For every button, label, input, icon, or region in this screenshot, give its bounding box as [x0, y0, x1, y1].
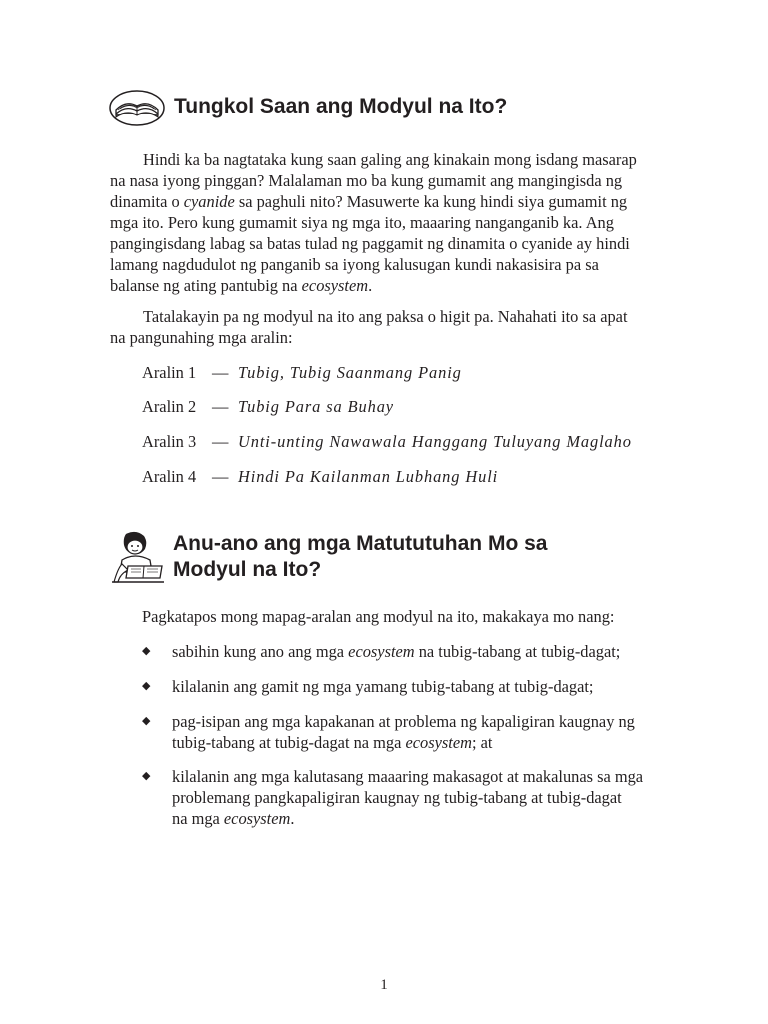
text-line: balanse ng ating pantubig na ecosystem. — [110, 276, 373, 295]
lesson-item — [142, 362, 462, 383]
lesson-number: Aralin 2 — [142, 397, 197, 416]
text-line: na mga ecosystem. — [172, 809, 295, 828]
text-line: pag-isipan ang mga kapakanan at problema ng kapaligiran kaugnay ng — [172, 712, 635, 731]
lesson-item — [142, 431, 632, 452]
text-line: kilalanin ang mga kalutasang maaaring makasagot at makalunas sa mga — [172, 767, 644, 786]
lesson-item — [142, 466, 498, 487]
lesson-title: Unti-unting Nawawala Hanggang Tuluyang Maglaho — [238, 432, 632, 451]
lesson-dash: — — [212, 467, 229, 486]
text-line: tubig-tabang at tubig-dagat na mga ecosystem; at — [172, 733, 493, 752]
section-heading-about: Tungkol Saan ang Modyul na Ito? — [174, 95, 508, 118]
objective-text — [172, 711, 677, 753]
text-line: sabihin kung ano ang mga ecosystem na tubig-tabang at tubig-dagat; — [172, 642, 621, 661]
lesson-dash: — — [212, 432, 229, 451]
objective-text — [172, 766, 677, 829]
heading-line: Anu-ano ang mga Matututuhan Mo sa — [173, 532, 548, 555]
lesson-dash: — — [212, 363, 229, 382]
lesson-title: Hindi Pa Kailanman Lubhang Huli — [238, 467, 499, 486]
diamond-bullet-icon: ◆ — [142, 770, 151, 782]
text-line: mga ito. Pero kung gumamit siya ng mga ito, maaaring nanganganib ka. Ang — [110, 213, 614, 232]
lesson-number: Aralin 1 — [142, 363, 197, 382]
intro-paragraph — [110, 149, 682, 296]
heading-line: Modyul na Ito? — [173, 558, 322, 581]
lesson-dash: — — [212, 397, 229, 416]
lesson-number: Aralin 3 — [142, 432, 197, 451]
lesson-item — [142, 396, 394, 417]
text-line: Hindi ka ba nagtataka kung saan galing ang kinakain mong isdang masarap — [143, 150, 637, 169]
text-line: kilalanin ang gamit ng mga yamang tubig-tabang at tubig-dagat; — [172, 677, 594, 696]
objectives-intro: Pagkatapos mong mapag-aralan ang modyul na ito, makakaya mo nang: — [142, 607, 615, 626]
diamond-bullet-icon: ◆ — [142, 715, 151, 727]
diamond-bullet-icon: ◆ — [142, 680, 151, 692]
text-line: dinamita o cyanide sa paghuli nito? Masuwerte ka kung hindi siya gumamit ng — [110, 192, 628, 211]
open-book-icon — [108, 88, 166, 128]
text-line: na nasa iyong pinggan? Malalaman mo ba kung gumamit ang mangingisda ng — [110, 171, 623, 190]
student-reading-icon — [108, 530, 166, 586]
diamond-bullet-icon: ◆ — [142, 645, 151, 657]
text-line: na pangunahing mga aralin: — [110, 328, 293, 347]
text-line: Tatalakayin pa ng modyul na ito ang paksa o higit pa. Nahahati ito sa apat — [143, 307, 628, 326]
lesson-number: Aralin 4 — [142, 467, 197, 486]
objective-text — [172, 641, 677, 662]
text-line: pangingisdang labag sa batas tulad ng paggamit ng dinamita o cyanide ay hindi — [110, 234, 630, 253]
lesson-title: Tubig, Tubig Saanmang Panig — [238, 363, 462, 382]
text-line: problemang pangkapaligiran kaugnay ng tubig-tabang at tubig-dagat — [172, 788, 622, 807]
page-number: 1 — [380, 977, 388, 993]
lesson-title: Tubig Para sa Buhay — [238, 397, 394, 416]
section-heading-learning — [173, 531, 547, 583]
objective-text — [172, 676, 677, 697]
lessons-intro-paragraph — [110, 306, 682, 348]
text-line: lamang nagdudulot ng panganib sa iyong kalusugan kundi nakasisira pa sa — [110, 255, 599, 274]
